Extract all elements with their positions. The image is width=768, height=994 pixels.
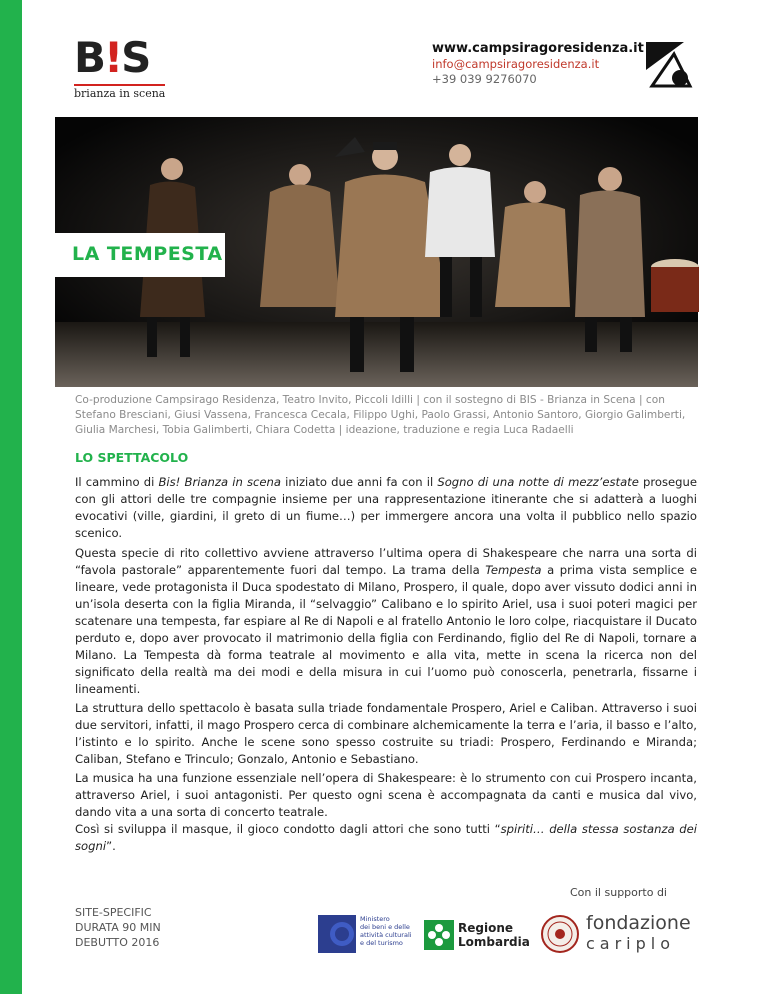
bis-logo-subtitle: brianza in scena xyxy=(74,84,165,100)
svg-text:MiBACT: MiBACT xyxy=(305,916,311,936)
fondazione-cariplo-logo: fondazione cariplo xyxy=(540,912,700,956)
paragraph-1: Il cammino di Bis! Brianza in scena iniziato due anni fa con il Sogno di una notte di mezz’estate prosegue con gli attori delle tre compagnie insieme per una rappresentazione itinerante che si adatterà a luoghi evocativi (ville, giardini, il greto di un fiume…) per immergere ancora una volta il pubblico nello spazio scenico. xyxy=(75,475,698,540)
campsirago-logo-icon xyxy=(644,40,696,90)
paragraph-2: Questa specie di rito collettivo avviene attraverso l’ultima opera di Shakespeare che narra una sorta di “favola pastorale” apparentemente fuori dal tempo. La trama della Tempesta a prima vista semplice e lineare, vede protagonista il Duca spodestato di Milano, Prospero, il quale, dopo aver vissuto dodici anni in un’isola deserta con la figlia Miranda, il “selvaggio” Calibano e lo spirito Ariel, usa i suoi poteri magici per scatenare una tempesta, far espiare al Re di Napoli e al fratello Antonio le loro colpe, riacquistare il Ducato perduto e, dopo aver provocato il matrimonio della figlia con Ferdinando, figlio del Re di Napoli, tornare a Milano. La Tempesta dà forma teatrale al movimento e alla vita, mette in scena la ricerca non del significato della realtà ma dei modi e della misura in cui l’uomo può conoscerla, penetrarla, fissarne i lineamenti. xyxy=(75,546,697,696)
info-line: DURATA 90 MIN xyxy=(75,921,161,934)
phone-number: +39 039 9276070 xyxy=(432,72,537,86)
rosa-camuna-icon xyxy=(424,920,454,950)
section-title: LO SPETTACOLO xyxy=(75,450,189,465)
bis-logo xyxy=(72,33,166,100)
show-title: LA TEMPESTA xyxy=(72,243,223,265)
info-line: SITE-SPECIFIC xyxy=(75,906,152,919)
contact-block xyxy=(432,40,644,87)
paragraph-3: La struttura dello spettacolo è basata sulla triade fondamentale Prospero, Ariel e Caliban. Attraverso i suoi due servitori, infatti, il mago Prospero cerca di combinare alchemicamente la terra e l’aria, il basso e l’alto, l’istinto e lo spirito. Anche le scene sono spesso costruite su triadi: Prospero, Ferdinando e Miranda; Caliban, Stefano e Trinculo; Gonzalo, Antonio e Sebastiano. xyxy=(75,701,697,766)
regione-lombardia-logo: Regione Lombardia xyxy=(424,918,534,952)
paragraph-4: La musica ha una funzione essenziale nell’opera di Shakespeare: è lo strumento con cui Prospero incanta, attraverso Ariel, i suoi antagonisti. Per questo ogni scena è accompagnata da canti e musica dal vivo, dando vita a una sorta di concerto teatrale. Così si sviluppa il masque, il gioco condotto dagli attori che sono tutti “spiriti… della stessa sostanza dei sogni”. xyxy=(75,771,698,853)
show-title-box xyxy=(55,233,225,277)
bis-logo-wordmark: B!S xyxy=(74,33,150,82)
info-line: DEBUTTO 2016 xyxy=(75,936,160,949)
support-label: Con il supporto di xyxy=(570,886,667,899)
cariplo-seal-icon xyxy=(540,914,580,954)
credits-text: Co-produzione Campsirago Residenza, Teatro Invito, Piccoli Idilli | con il sostegno di BIS - Brianza in Scena | con Stefano Bresciani, Giusi Vassena, Francesca Cecala, Filippo Ughi, Paolo Grassi, Antonio Santoro, Giorgio Galimberti, Giulia Marchesi, Tobia Galimberti, Chiara Codetta | ideazione, traduzione e regia Luca Radaelli xyxy=(75,394,686,436)
show-info xyxy=(75,905,161,950)
ministero-logo: MiBACT Ministero dei beni e delle attività culturali e del turismo xyxy=(318,915,414,953)
email-link[interactable]: info@campsiragoresidenza.it xyxy=(432,57,600,71)
green-side-bar xyxy=(0,0,22,994)
website-link[interactable]: www.campsiragoresidenza.it xyxy=(432,41,644,56)
